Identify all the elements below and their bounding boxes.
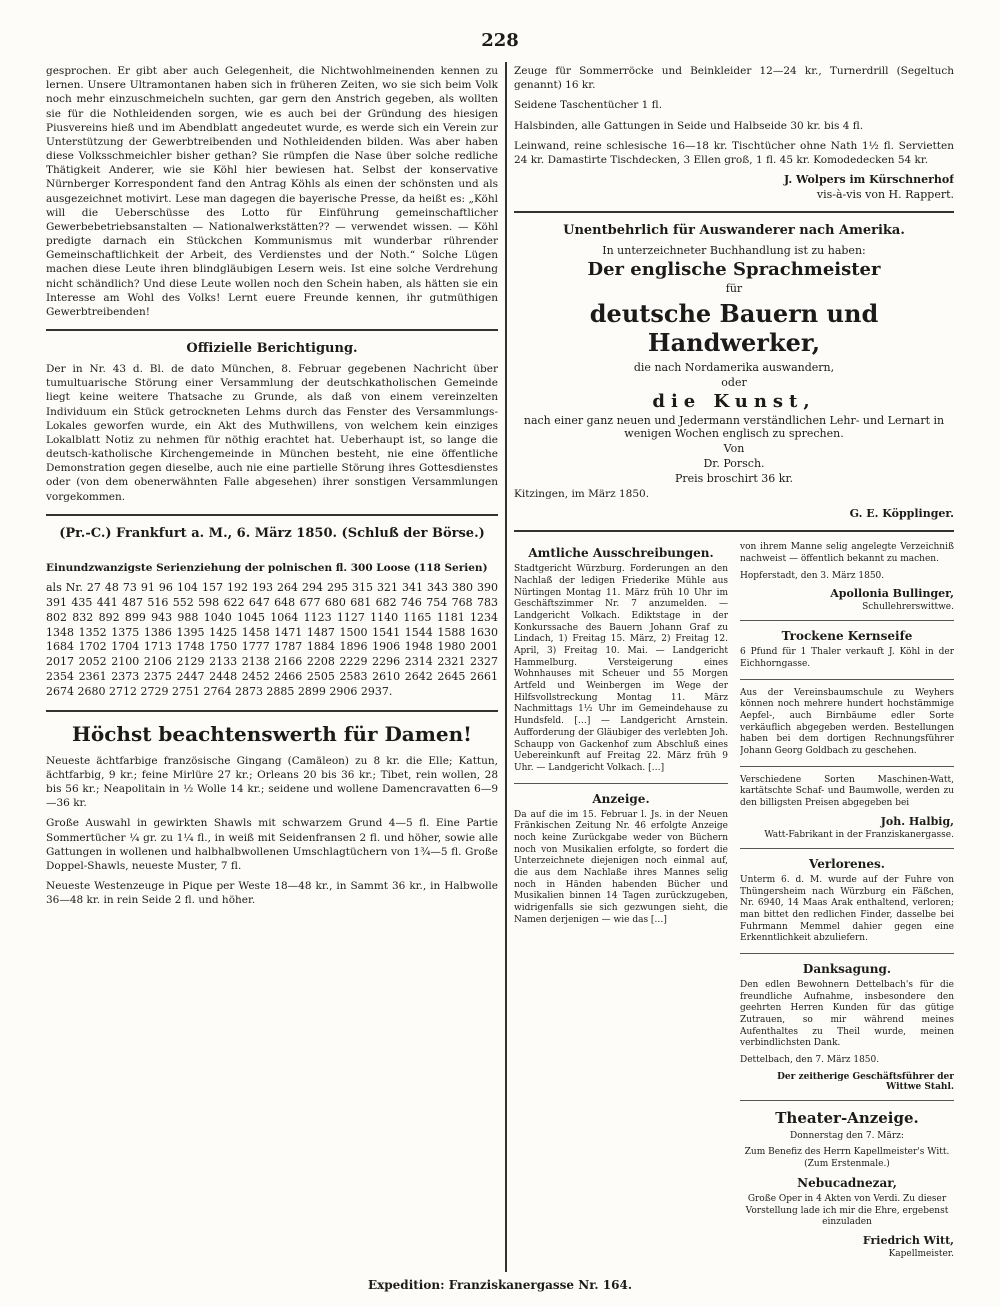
theater-signature-role: Kapellmeister. bbox=[888, 1248, 954, 1259]
theater-title: Nebucadnezar, bbox=[797, 1175, 897, 1190]
official-notices-heading: Amtliche Ausschreibungen. bbox=[528, 546, 714, 561]
divider bbox=[46, 710, 498, 712]
notice-heading: Anzeige. bbox=[592, 791, 650, 806]
ad-paragraph: Neueste Westenzeuge in Pique per Weste 18—48 kr., in Sammt 36 kr., in Halbwolle 36—48 kr. in rein Seide 2 fl. und höher. bbox=[46, 880, 498, 907]
divider bbox=[740, 1100, 954, 1101]
notice-signature-role: Schullehrerswittwe. bbox=[862, 602, 954, 613]
book-title: die Kunst, bbox=[652, 391, 816, 413]
ad-title: Höchst beachtenswerth für Damen! bbox=[72, 721, 472, 746]
book-place: Kitzingen, im März 1850. bbox=[514, 488, 650, 501]
theater-line: Donnerstag den 7. März: bbox=[790, 1130, 904, 1141]
wadding-signature-role: Watt-Fabrikant in der Franziskanergasse. bbox=[764, 829, 954, 840]
lottery-numbers: als Nr. 27 48 73 91 96 104 157 192 193 264 294 295 315 321 341 343 380 390 391 435 441 487 516 552 598 622 647 648 677 680 681 682 746 754 768 783 802 832 892 899 943 988 1040 1045 1064 1123 1127 1140 1165 1181 1234 1348 1352 1375 1386 1395 1425 1458 1471 1487 1500 1541 1544 1588 1630 1684 1702 1704 1713 1748 1750 1777 1787 1884 1896 1906 1948 1980 2001 2017 2052 2100 2106 2129 2133 2138 2166 2208 2229 2296 2314 2321 2327 2354 2361 2373 2375 2447 2448 2452 2466 2505 2583 2610 2642 2645 2661 2674 2680 2712 2729 2751 2764 2873 2885 2899 2906 2937. bbox=[46, 580, 498, 698]
thanks-heading: Danksagung. bbox=[802, 961, 892, 976]
exchange-heading: (Pr.-C.) Frankfurt a. M., 6. März 1850. (Schluß der Börse.) bbox=[59, 525, 485, 541]
book-intro: In unterzeichneter Buchhandlung ist zu haben: bbox=[602, 244, 866, 258]
right-subcolumns bbox=[514, 542, 954, 1261]
lottery-heading: Einundzwanzigste Serienziehung der polnischen fl. 300 Loose (118 Serien) bbox=[46, 561, 488, 574]
divider bbox=[514, 211, 954, 213]
notice-date: Hopferstadt, den 3. März 1850. bbox=[740, 570, 885, 581]
lost-heading: Verlorenes. bbox=[809, 856, 885, 871]
book-subtitle: die nach Nordamerika auswandern, bbox=[633, 361, 835, 375]
wadding-text: Verschiedene Sorten Maschinen-Watt, kartätschte Schaf- und Baumwolle, werden zu den billigsten Preisen abgegeben bei bbox=[740, 774, 954, 809]
lost-text: Unterm 6. d. M. wurde auf der Fuhre von Thüngersheim nach Würzburg ein Fäßchen, Nr. 6940, 14 Maas Arak enthaltend, verloren; man bittet den redlichen Finder, dasselbe bei Fuhrmann Memmel dahier gegen eine Erkenntlichkeit abzuliefern. bbox=[740, 874, 954, 944]
ad-paragraph: Neueste ächtfarbige französische Gingang (Camäleon) zu 8 kr. die Elle; Kattun, ächtfarbig, 9 kr.; feine Mirlüre 27 kr.; Orleans 20 bis 36 kr.; Tibet, rein wollen, 28 bis 56 kr.; Neapolitain in ½ Wolle 14 kr.; seidene und wollene Damencravatten 6—9—36 kr. bbox=[46, 754, 498, 810]
theater-heading: Theater-Anzeige. bbox=[775, 1108, 919, 1127]
correction-text: Der in Nr. 43 d. Bl. de dato München, 8. Februar gegebenen Nachricht über tumultuarische Störung einer Versammlung der deutschkatholischen Gemeinde liegt keine weitere Thatsache zu Grunde, als daß von einem vereinzelten Individuum ein Stück getrockneten Lehms durch das Fenster des Versammlungs-Lokales geworfen wurde, ein Akt des Muthwillens, von welchem kein einziges Lokalblatt Notiz zu nehmen für nöthig erachtet hat. Ueberhaupt ist, so lange die deutsch-katholische Kirchengemeinde in München besteht, nie eine öffentliche Demonstration gegen dieselbe, auch nie eine partielle Störung ihres Gottesdienstes oder (von dem obenerwähnten Falle abgesehen) ihrer sonstigen Versammlungen vorgekommen. bbox=[46, 363, 498, 503]
divider bbox=[740, 679, 954, 680]
thanks-date: Dettelbach, den 7. März 1850. bbox=[740, 1055, 880, 1066]
column-divider bbox=[505, 62, 507, 1272]
top-ad-line: Seidene Taschentücher 1 fl. bbox=[514, 99, 663, 112]
soap-text: 6 Pfund für 1 Thaler verkauft J. Köhl in der Eichhorngasse. bbox=[740, 647, 954, 669]
book-connector: oder bbox=[721, 376, 747, 390]
subcolumn-right bbox=[740, 542, 954, 1261]
spacer bbox=[46, 547, 498, 561]
divider bbox=[514, 783, 728, 784]
subcolumn-left bbox=[514, 542, 728, 1261]
right-column bbox=[514, 64, 954, 1264]
theater-line: Große Oper in 4 Akten von Verdi. Zu dieser Vorstellung lade ich mir die Ehre, ergebenst einzuladen bbox=[745, 1193, 949, 1228]
book-title: Der englische Sprachmeister bbox=[587, 259, 881, 281]
top-ad-line: Leinwand, reine schlesische 16—18 kr. Tischtücher ohne Nath 1½ fl. Servietten 24 kr. Damastirte Tischdecken, 3 Ellen groß, 1 fl. 45 kr. Komodedecken 54 kr. bbox=[514, 139, 954, 166]
divider bbox=[740, 953, 954, 954]
theater-line: Zum Benefiz des Herrn Kapellmeister's Witt. (Zum Erstenmale.) bbox=[744, 1147, 950, 1170]
divider bbox=[514, 530, 954, 532]
wadding-signature: Joh. Halbig, bbox=[880, 814, 954, 828]
soap-heading: Trockene Kernseife bbox=[781, 629, 913, 644]
correction-heading: Offizielle Berichtigung. bbox=[186, 341, 358, 357]
book-price: Preis broschirt 36 kr. bbox=[674, 472, 794, 486]
book-heading: Unentbehrlich für Auswanderer nach Amerika. bbox=[563, 223, 905, 239]
thanks-signature: Der zeitherige Geschäftsführer der Wittwe Stahl. bbox=[777, 1071, 954, 1092]
tree-nursery-text: Aus der Vereinsbaumschule zu Weyhers können noch mehrere hundert hochstämmige Aepfel-, auch Birnbäume edler Sorte verkäuflich abgegeben werden. Bestellungen haben bei dem dortigen Rechnungsführer Johann Georg Goldbach zu geschehen. bbox=[740, 687, 954, 757]
page-number: 228 bbox=[481, 30, 519, 51]
official-notices-text: Stadtgericht Würzburg. Forderungen an den Nachlaß der ledigen Friederike Mühle aus Nürtingen Montag 11. März früh 10 Uhr im Geschäftszimmer Nr. 7 anzumelden. — Landgericht Volkach. Ediktstage in der Konkurssache des Bauern Johann Graf zu Lindach, 1) Freitag 15. März, 2) Freitag 12. April, 3) Freitag 10. Mai. — Landgericht Hammelburg. Versteigerung eines Wohnhauses mit Scheuer und 55 Morgen Artfeld und Weinbergen im Wege der Hilfsvollstreckung Montag 11. März Nachmittags 1½ Uhr im Gemeindehause zu Hundsfeld. […] — Landgericht Arnstein. Aufforderung der Gläubiger des verlebten Joh. Schaupp von Gackenhof zum Abschluß eines Uebereinkunft auf Freitag 22. März früh 9 Uhr. — Landgericht Volkach. […] bbox=[514, 564, 728, 773]
ad-paragraph: Große Auswahl in gewirkten Shawls mit schwarzem Grund 4—5 fl. Eine Partie Sommertücher ¼ gr. zu 1¼ fl., in weiß mit Seidenfransen 2 fl. und höher, sowie alle Gattungen in wollenen und halbhalbwollenen Umschlagtüchern von 1¾—5 fl. Große Doppel-Shawls, neueste Muster, 7 fl. bbox=[46, 817, 498, 872]
page-footer: Expedition: Franziskanergasse Nr. 164. bbox=[367, 1278, 632, 1292]
divider bbox=[46, 514, 498, 516]
notice-continuation: von ihrem Manne selig angelegte Verzeichniß nachweist — öffentlich bekannt zu machen. bbox=[740, 542, 954, 564]
book-seller: G. E. Köpplinger. bbox=[849, 507, 954, 521]
book-author: Dr. Porsch. bbox=[703, 457, 765, 471]
book-by: Von bbox=[723, 442, 745, 456]
notice-signature: Apollonia Bullinger, bbox=[830, 587, 954, 601]
book-connector: für bbox=[725, 282, 743, 296]
divider bbox=[46, 329, 498, 331]
divider bbox=[740, 848, 954, 849]
top-ad-signature-sub: vis-à-vis von H. Rappert. bbox=[816, 188, 954, 202]
notice-text: Da auf die im 15. Februar l. Js. in der Neuen Fränkischen Zeitung Nr. 46 erfolgte Anzeige noch keine Zurückgabe weder von Büchern noch von Musikalien erfolgte, so fordert die Unterzeichnete diejenigen noch einmal auf, die aus dem Nachlaße ihres Mannes selig noch in Händen habenden Bücher und Musikalien binnen 14 Tagen zurückzugeben, widrigenfalls sie sich gezwungen sieht, die Namen derjenigen — wie das […] bbox=[514, 809, 728, 925]
theater-signature: Friedrich Witt, bbox=[862, 1233, 954, 1247]
left-column bbox=[46, 64, 498, 1264]
top-ad-line: Zeuge für Sommerröcke und Beinkleider 12—24 kr., Turnerdrill (Segeltuch genannt) 16 kr. bbox=[514, 65, 954, 92]
book-subtitle: nach einer ganz neuen und Jedermann verständlichen Lehr- und Lernart in wenigen Wochen englisch zu sprechen. bbox=[523, 414, 945, 441]
book-title: deutsche Bauern und Handwerker, bbox=[589, 299, 879, 358]
top-ad-signature: J. Wolpers im Kürschnerhof bbox=[784, 173, 954, 187]
intro-paragraph: gesprochen. Er gibt aber auch Gelegenheit, die Nichtwohlmeinenden kennen zu lernen. Unsere Ultramontanen haben sich in früheren Zeiten, wo sie sich beim Volk noch mehr einzuschmeicheln suchten, gar gern den Anstrich gegeben, als wollten sie für die Nothleidenden sorgen, wie es auch bei der Gründung des hiesigen Piusvereins hieß und im Abendblatt angedeutet wurde, es werde sich ein Verein zur Unterstützung der Gewerbtreibenden und Nothleidenden bilden. Was aber haben diese Volksschmeichler bisher gethan? Sie rümpfen die Nase über solche redliche Thätigkeit Anderer, wie sie Köhl hier bewiesen hat. Selbst der konservative Nürnberger Korrespondent fand den Antrag Köhls als einen der schönsten und als ausgezeichnet motivirt. Lese man dagegen die bayerische Presse, da heißt es: „Köhl will die Ueberschüsse des Lotto für Einführung gemeinschaftlicher Gewerbebetriebsanstalten — Nationalwerkstätten?? — verwendet wissen. — Köhl predigte darnach ein Stückchen Kommunismus mit wunderbar rührender Gemeinschaftlichkeit der Arbeit, des Verdienstes und der Noth.“ Solche Lügen machen diese Leute ihren blindgläubigen Lesern weis. Ist eine solche Verdrehung nicht schändlich? Und diese Leute wollen noch den Schein haben, als hätten sie ein Interesse am Wohl des Volks! Lernt euere Freunde kennen, ihr gutmüthigen Gewerbtreibenden! bbox=[46, 65, 498, 318]
divider bbox=[740, 620, 954, 621]
top-ad-line: Halsbinden, alle Gattungen in Seide und Halbseide 30 kr. bis 4 fl. bbox=[514, 119, 864, 132]
thanks-text: Den edlen Bewohnern Dettelbach's für die freundliche Aufnahme, insbesondere den geehrten Herren Kunden für das gütige Zutrauen, so mir während meines Aufenthaltes zu Theil wurde, meinen verbindlichsten Dank. bbox=[740, 979, 954, 1049]
divider bbox=[740, 766, 954, 767]
